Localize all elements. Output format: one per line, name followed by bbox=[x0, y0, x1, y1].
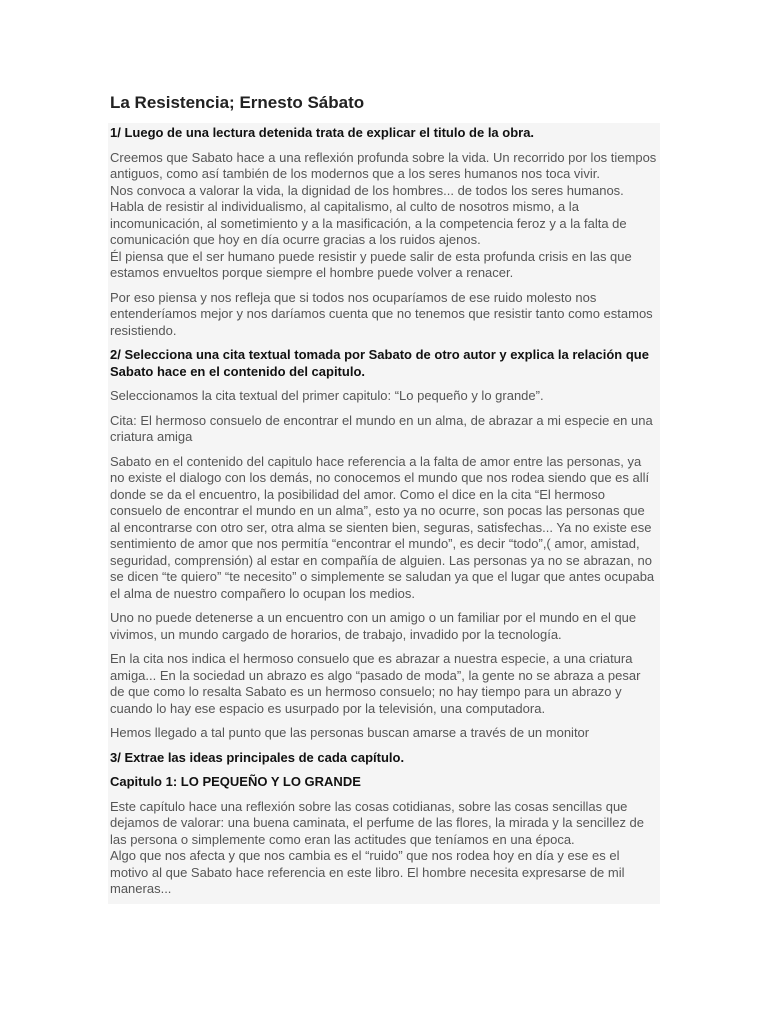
answer-1-paragraph-2: Por eso piensa y nos refleja que si todos nos ocuparíamos de ese ruido molesto nos entenderíamos mejor y nos daríamos cuenta que no tenemos que resistir tanto como estamos resistiendo. bbox=[110, 289, 653, 338]
document-body bbox=[108, 123, 660, 904]
question-2: 2/ Selecciona una cita textual tomada por Sabato de otro autor y explica la relación que Sabato hace en el contenido del capitulo. bbox=[110, 347, 649, 379]
answer-1-line: Nos convoca a valorar la vida, la dignidad de los hombres... de todos los seres humanos. Habla de resistir al individualismo, al capitalismo, al culto de nosotros mismo, a la incomunicación, al sometimiento y a la masificación, a la competencia feroz y a la falta de comunicación que hoy en día ocurre gracias a los ruidos ajenos. bbox=[110, 182, 627, 247]
answer-3-paragraph-1 bbox=[110, 799, 658, 898]
answer-1-paragraph-1 bbox=[110, 150, 658, 282]
question-1: 1/ Luego de una lectura detenida trata de explicar el titulo de la obra. bbox=[110, 125, 535, 140]
page-title: La Resistencia; Ernesto Sábato bbox=[110, 93, 365, 112]
chapter-1-heading: Capitulo 1: LO PEQUEÑO Y LO GRANDE bbox=[110, 774, 361, 789]
answer-2-paragraph-5: En la cita nos indica el hermoso consuelo que es abrazar a nuestra especie, a una criatura amiga... En la sociedad un abrazo es algo “pasado de moda”, la gente no se abraza a pesar de que como lo resalta Sabato es un hermoso consuelo; no hay tiempo para un abrazo y cuando lo hay ese espacio es usurpado por la televisión, una computadora. bbox=[110, 651, 641, 716]
answer-2-paragraph-6: Hemos llegado a tal punto que las personas buscan amarse a través de un monitor bbox=[110, 725, 590, 740]
answer-2-quote: Cita: El hermoso consuelo de encontrar el mundo en un alma, de abrazar a mi especie en una criatura amiga bbox=[110, 412, 653, 444]
answer-3-line: Este capítulo hace una reflexión sobre las cosas cotidianas, sobre las cosas sencillas que dejamos de valorar: una buena caminata, el perfume de las flores, la mirada y la sencillez de las persona o simplemente como eran las actitudes que teníamos en una época. bbox=[110, 798, 645, 847]
answer-1-line: Creemos que Sabato hace a una reflexión profunda sobre la vida. Un recorrido por los tiempos antiguos, como así también de los modernos que a los seres humanos nos toca vivir. bbox=[110, 149, 657, 181]
answer-3-line: Algo que nos afecta y que nos cambia es el “ruido” que nos rodea hoy en día y ese es el motivo al que Sabato hace referencia en este libro. El hombre necesita expresarse de mil maneras... bbox=[110, 848, 625, 896]
answer-2-paragraph-4: Uno no puede detenerse a un encuentro con un amigo o un familiar por el mundo en el que vivimos, un mundo cargado de horarios, de trabajo, invadido por la tecnología. bbox=[110, 610, 637, 642]
answer-2-paragraph-1: Seleccionamos la cita textual del primer capitulo: “Lo pequeño y lo grande”. bbox=[110, 388, 544, 403]
question-3: 3/ Extrae las ideas principales de cada capítulo. bbox=[110, 749, 405, 765]
answer-1-line: Él piensa que el ser humano puede resistir y puede salir de esta profunda crisis en las que estamos envueltos porque siempre el hombre puede volver a renacer. bbox=[110, 248, 632, 280]
answer-2-paragraph-3: Sabato en el contenido del capitulo hace referencia a la falta de amor entre las personas, ya no existe el dialogo con los demás, no conocemos el mundo que nos rodea siendo que es allí donde se da el encuentro, la posibilidad del amor. Como el dice en la cita “El hermoso consuelo de encontrar el mundo en un alma”, esto ya no ocurre, son pocas las personas que al encontrarse con otro ser, otra alma se sienten bien, seguras, satisfechas... Ya no existe ese sentimiento de amor que nos permitía “encontrar el mundo”, es decir “todo”,( amor, amistad, seguridad, comprensión) al estar en compañía de alguien. Las personas ya no se abrazan, no se dicen “te quiero” “te necesito” o simplemente se saludan ya que el lugar que antes ocupaba el alma de nuestro compañero lo ocupan los medios. bbox=[110, 453, 655, 601]
